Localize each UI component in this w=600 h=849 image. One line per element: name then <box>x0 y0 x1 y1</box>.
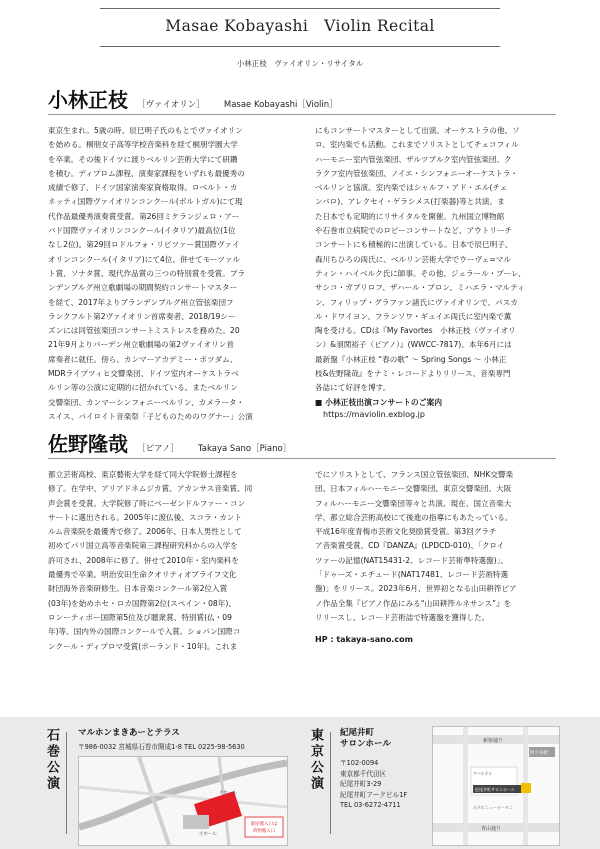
bio-line: ロ、室内楽でも活動。これまでソリストとしてチェコフィル <box>315 140 519 150</box>
bio-column-right <box>315 124 567 396</box>
bio-line: 学、都立総合芸術高校にて後進の指導にもあたっている。 <box>315 512 513 522</box>
bio-line: 声会賞を受賞。大学院修了時にペーゼンドルファー・コン <box>48 498 246 508</box>
bio-line: ネッティ国際ヴァイオリンコンクール(ポルトガル)にて現 <box>48 197 243 207</box>
recital-title-en: Masae Kobayashi Violin Recital <box>165 17 435 35</box>
performer-role-jp: ［ピアノ］ <box>137 444 179 454</box>
bio-line: ラクフ室内管弦楽団、ノイエ・シンフォニーオーケストラ・ <box>315 168 519 178</box>
venue-city-ishinomaki: 石巻公演 <box>44 728 59 792</box>
map-note-label: 楽屋搬入口は <box>250 822 278 827</box>
bio-line: を経て、2017年よりブランデンブルグ州立管弦楽団フ <box>48 297 234 307</box>
bio-line: スイス、バイロイト音楽祭「子どものためのワグナー」公演 <box>48 411 253 421</box>
bio-line: や石巻市立病院でのロビーコンサートなど、アウトリーチ <box>315 226 513 236</box>
address-line: 東京都千代田区 <box>340 769 387 778</box>
performer-role-jp: ［ヴァイオリン］ <box>137 100 205 110</box>
bio-line: 都立芸術高校、東京藝術大学を経て同大学院修士課程を <box>48 470 238 479</box>
map-tokyo <box>432 726 560 846</box>
bio-line: 許可され、2008年に修了。併せて2010年・室内楽科を <box>48 555 239 565</box>
bio-line: 成績で修了、ドイツ国家演奏家資格取得。ロベルト・カ <box>48 183 238 193</box>
bio-line: サートに選出される。2005年に渡仏後、スコラ・カント <box>48 512 242 522</box>
bio-line: ハーモニー室内管弦楽団、ザルツブルク室内管弦楽団、ク <box>315 154 512 164</box>
bio-line: 修了。在学中、アリアドネムジカ賞、アカンサス音楽賞、同 <box>48 484 253 494</box>
venue-city-tokyo: 東京公演 <box>308 728 323 792</box>
bio-line: にもコンサートマスターとして出演。オーケストラの他、ソ <box>315 126 520 135</box>
bio-line: コンサートにも積極的に出演している。日本で辰巳明子、 <box>315 240 513 250</box>
bio-line: ンデンブルグ州立歌劇場の期間契約コンサートマスター <box>48 283 238 293</box>
bio-line: 各誌にて好評を博す。 <box>315 383 391 393</box>
bio-line: を卒業。その後ドイツに渡りベルリン芸術大学にて研鑽 <box>48 154 238 164</box>
profile-header-sano <box>48 428 558 458</box>
bio-line: を始める。桐朋女子高等学校音楽科を経て桐朋学園大学 <box>48 140 238 150</box>
map-station-label: 四ツ谷駅 <box>530 751 548 756</box>
venue-address-ishinomaki: 〒986-0032 宮城県石巻市開成1-8 TEL 0225-98-5630 <box>78 743 245 751</box>
bio-line: ル・ドワイヨン、フランソワ・ギュイエ両氏に室内楽で薫 <box>315 311 512 321</box>
profile-rule <box>48 458 556 459</box>
header-bottom-rule <box>100 46 500 47</box>
bio-line: 最優秀で卒業。明治安田生命クオリティオブライフ文化 <box>48 570 237 580</box>
bio-line: フィルハーモニー交響楽団等々と共演。現在、国立音楽大 <box>315 498 512 508</box>
bio-line: MDRライプツィヒ交響楽団、ドイツ室内オーケストラベ <box>48 369 239 379</box>
bio-line: (03年)を始めホセ・ロカ国際第2位(スペイン・08年)、 <box>48 598 236 608</box>
profile-rule <box>48 114 556 115</box>
venue-name-ishinomaki: マルホンまきあーとテラス <box>78 728 180 738</box>
performer-name-jp: 佐野隆哉 <box>48 432 128 456</box>
bio-line: リリースし、レコード芸術誌で特選盤を獲得した。 <box>315 612 490 622</box>
bio-line: ノ作品全集『ピアノ作品にみる“山田耕筰ルネサンス”』を <box>315 598 512 608</box>
bio-line: バド国際ヴァイオリンコンクール(イタリア)最高位(1位 <box>48 226 236 236</box>
map-street-bottom-label: 青山通り <box>481 826 502 832</box>
bio-column-right <box>315 468 567 625</box>
bio-line: 「ドゥーズ・エチュード(NAT17481、レコード芸術特選 <box>315 570 509 580</box>
map-tokyo-drawing <box>433 727 559 845</box>
map-hotel-label-2: ホテルニューオータニ <box>473 805 513 810</box>
bio-line: を積む。ディプロム課程、演奏家課程をいずれも最優秀の <box>48 168 245 178</box>
bio-line: 最新盤『小林正枝 “春の歌” ～ Spring Songs ～ 小林正 <box>315 354 507 364</box>
address-line: 紀尾井町3-29 <box>340 780 382 789</box>
bio-line: ロンーティボー国際第5位及び聴衆賞、特別賞(仏・09 <box>48 612 232 622</box>
map-stage-entrance-label: 荷物搬入口 <box>252 829 276 834</box>
venue-name-tokyo-line1: 紀尾井町 <box>340 728 375 738</box>
homepage-link[interactable]: HP : takaya-sano.com <box>315 635 413 644</box>
bio-line: 初めてパリ国立高等音楽院第三課程研究科からの入学を <box>48 541 238 551</box>
venue-divider <box>66 732 67 834</box>
bio-line: サシコ・ガブリロフ、ザハール・ブロン、ミハエラ・マルティ <box>315 283 525 293</box>
bio-line: でにソリストとして、フランス国立管弦楽団、NHK交響楽 <box>315 470 514 479</box>
recital-title-jp: 小林正枝 ヴァイオリン・リサイタル <box>236 59 364 68</box>
bio-line: ン、フィリップ・グラファン諸氏にヴァイオリンで、パスカ <box>315 297 518 307</box>
bio-line: ト賞、ソナタ賞、現代作品賞の三つの特別賞を受賞。ブラ <box>48 268 246 278</box>
performer-name-en: Takaya Sano［Piano］ <box>198 444 292 454</box>
bio-line: オリンコンクール(イタリア)にて4位、併せてモーツァル <box>48 254 241 264</box>
profile-header-kobayashi <box>48 84 558 114</box>
bio-line: 代作品最優秀演奏賞受賞。第26回ミケランジェロ・アー <box>48 211 240 221</box>
header-top-rule <box>100 8 500 9</box>
bio-column-left <box>48 124 300 424</box>
bio-line: 陶を受ける。CDは『My Favortes 小林正枝（ヴァイオリ <box>315 326 516 336</box>
bio-line: 森川ちひろの両氏に、ベルリン芸術大学でウーヴェ=マル <box>315 254 511 264</box>
bio-line: ティン・ハイベルク氏に師事。その他、ジェラール・プーレ、 <box>315 268 526 278</box>
bio-line: なし2位)。第29回ロドルフォ・リピツァー賞国際ヴァイ <box>48 240 240 250</box>
bio-line: 盤)」をリリース。2023年6月、世界初となる山田耕筰ピア <box>315 584 517 594</box>
map-small-hall-label: 小ホール <box>199 832 217 837</box>
bio-line: ランクフルト第2ヴァイオリン首席奏者、2018/19シー <box>48 311 236 321</box>
bio-line: 団、日本フィルハーモニー交響楽団、東京交響楽団、大阪 <box>315 484 512 494</box>
bio-column-left <box>48 468 300 654</box>
blog-link[interactable]: https://maviolin.exblog.jp <box>323 410 425 419</box>
address-line: 〒102-0094 <box>340 759 379 767</box>
bio-line: 年)等、国内外の国際コンクールで入賞。ショパン国際コ <box>48 627 241 637</box>
performer-name-en: Masae Kobayashi［Violin］ <box>223 100 338 110</box>
map-hotel-label-1: アパホテル <box>473 771 493 776</box>
bio-line: 21年9月よりバーデン州立歌劇場の第2ヴァイオリン首 <box>48 340 234 350</box>
bio-line: ルリン等の公演に定期的に招かれている。またベルリン <box>48 383 238 393</box>
bio-line: 平成16年度青梅市芸術文化奨励賞受賞。第3回グラチ <box>315 527 497 537</box>
map-ishinomaki <box>78 756 288 846</box>
bio-line: ア音楽賞受賞。CD『DANZA』(LPDCD-010)、「クロイ <box>315 541 505 551</box>
venue-address-tokyo <box>340 758 430 811</box>
bio-line: 枝&佐野隆哉』をナミ・レコードよりリリース、音楽専門 <box>315 369 511 379</box>
bio-line: ズンには同管弦楽団コンサートミストレスを務めた。20 <box>48 326 240 336</box>
bio-line: ンバロ)、アレクセイ・ゲラシメス(打楽器)等と共演。ま <box>315 197 505 207</box>
map-ishinomaki-drawing <box>79 757 287 845</box>
bio-line: ルム音楽院を最優秀で修了。2006年、日本人男性として <box>48 527 242 537</box>
bio-line: た日本でも定期的にリサイタルを開催。九州国立博物館 <box>315 211 505 221</box>
bio-line: ンクール・ディプロマ受賞(ポーランド・10年)。これま <box>48 641 238 651</box>
bio-line: ベルリンと協演。室内楽ではシャルフ・アド・エル(チェ <box>315 183 508 193</box>
address-line: 紀尾井町アークビル1F <box>340 790 408 799</box>
map-large-hall-label: 大ホール <box>219 791 237 796</box>
map-street-top-label: 新宿通り <box>483 738 504 744</box>
bio-line: 財団海外音楽研修生。日本音楽コンクール第2位入賞 <box>48 584 228 594</box>
map-hall-label: 紀尾井町サロンホール <box>475 787 515 792</box>
venue-name-tokyo-line2: サロンホール <box>340 739 391 749</box>
bio-line: 席奏者に就任。傍ら、カンマーアカデミー・ポツダム、 <box>48 354 238 364</box>
bio-line: 交響楽団、カンマーシンフォニーベルリン、カメラータ・ <box>48 397 245 407</box>
concert-info-note <box>315 397 567 419</box>
concert-info-title: ■ 小林正枝出演コンサートのご案内 <box>315 398 443 407</box>
address-line: TEL 03-6272-4711 <box>340 801 401 810</box>
bio-line: ツァーの記憶(NAT15431-2、レコード芸術準特選盤)」、 <box>315 555 508 565</box>
bio-line: ン）&須関裕子（ピアノ）』(WWCC-7817)、本年6月には <box>315 340 512 350</box>
venue-divider <box>330 732 331 834</box>
performer-name-jp: 小林正枝 <box>48 88 128 112</box>
bio-line: 東京生まれ。5歳の時、辰巳明子氏のもとでヴァイオリン <box>48 126 243 135</box>
